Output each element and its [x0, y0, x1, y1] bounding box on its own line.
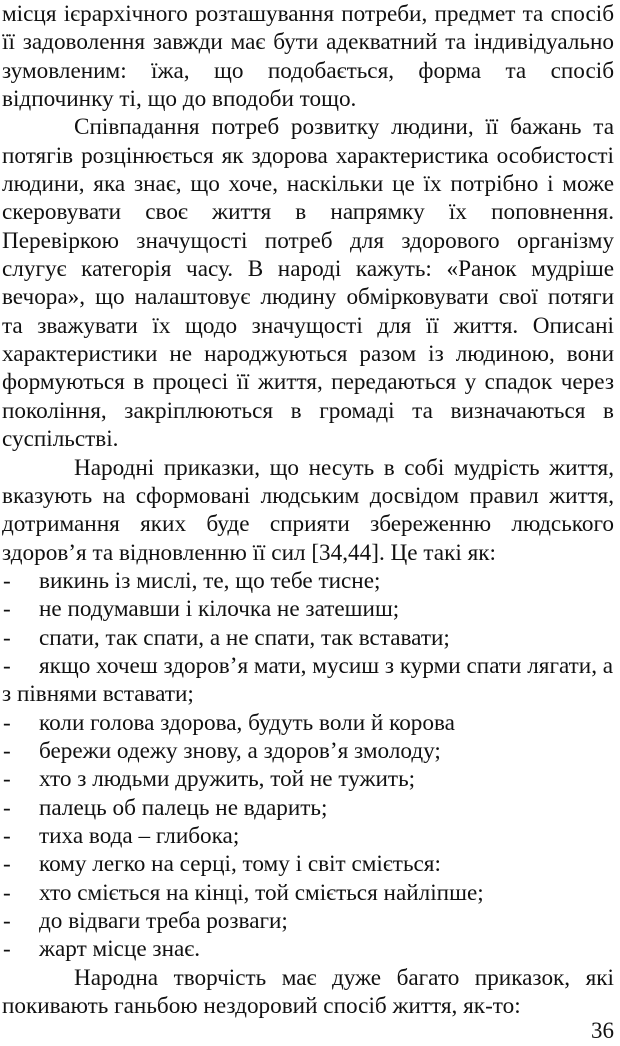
list-item-text: до відваги треба розваги; [39, 908, 288, 934]
list-item [2, 907, 614, 935]
body-text [2, 0, 614, 1020]
list-item [2, 850, 614, 878]
list-item [2, 935, 614, 963]
list-item [2, 794, 614, 822]
dash-bullet: - [3, 822, 11, 849]
list-item [2, 765, 614, 793]
dash-bullet: - [3, 652, 11, 679]
dash-bullet: - [3, 936, 11, 963]
list-item-text: хто з людьми дружить, той не тужить; [39, 766, 416, 793]
dash-bullet: - [3, 879, 11, 906]
list-item-text: коли голова здорова, будуть воли й корова [39, 709, 455, 736]
list-item [2, 737, 614, 765]
list-item [2, 709, 614, 737]
dash-bullet: - [3, 567, 11, 594]
proverb-list [2, 567, 614, 964]
dash-bullet: - [3, 624, 11, 651]
list-item-text: жарт місце знає. [39, 936, 201, 963]
dash-bullet: - [3, 596, 11, 623]
paragraph-1: місця ієрархічного розташування потреби, предмет та спосіб її задоволення завжди має бути адекватний та індивідуально зумовленим: їжа, що подобається, форма та спосіб відпочинку ті, що до вподоби тощо. [2, 1, 614, 113]
list-item-text: не подумавши і кілочка не затешиш; [39, 596, 400, 623]
list-item [2, 567, 614, 595]
page-number: 36 [591, 1018, 614, 1043]
dash-bullet: - [3, 766, 11, 793]
list-item-text: палець об палець не вдарить; [39, 794, 328, 821]
dash-bullet: - [3, 851, 11, 878]
list-item [2, 879, 614, 907]
list-item-text: кому легко на серці, тому і світ сміється: [39, 851, 441, 878]
list-item [2, 652, 614, 709]
list-item-text: викинь із мислі, те, що тебе тисне; [39, 567, 381, 594]
paragraph-3: Народні приказки, що несуть в собі мудрість життя, вказують на сформовані людським досвідом правил життя, дотримання яких буде сприяти збереженню людського здоров’я та відновленню її сил [34,44]. Це такі як: [2, 454, 614, 566]
paragraph-4: Народна творчість має дуже багато приказок, які покивають ганьбою нездоровий спосіб життя, як-то: [2, 964, 614, 1020]
list-item [2, 624, 614, 652]
list-item-text: хто сміється на кінці, той сміється найліпше; [39, 879, 484, 906]
list-item-text: якщо хочеш здоров’я мати, мусиш з курми спати лягати, а з півнями вставати; [2, 652, 614, 708]
dash-bullet: - [3, 908, 11, 934]
dash-bullet: - [3, 794, 11, 821]
list-item-text: тиха вода – глибока; [39, 822, 240, 849]
list-item [2, 822, 614, 850]
paragraph-2: Співпадання потреб розвитку людини, її бажань та потягів розцінюється як здорова характеристика особистості людини, яка знає, що хоче, наскільки це їх потрібно і може скеровувати своє життя в напрямку їх поповнення. Перевіркою значущості потреб для здорового організму слугує категорія часу. В народі кажуть: «Ранок мудріше вечора», що налаштовує людину обмірковувати свої потяги та зважувати їх щодо значущості для її життя. Описані характеристики не народжуються разом із людиною, вони формуються в процесі її життя, передаються у спадок через покоління, закріплюються в громаді та визначаються в суспільстві. [2, 114, 614, 453]
list-item [2, 595, 614, 623]
dash-bullet: - [3, 709, 11, 736]
dash-bullet: - [3, 737, 11, 764]
list-item-text: спати, так спати, а не спати, так вставати; [39, 624, 450, 651]
list-item-text: бережи одежу знову, а здоров’я змолоду; [39, 737, 441, 764]
